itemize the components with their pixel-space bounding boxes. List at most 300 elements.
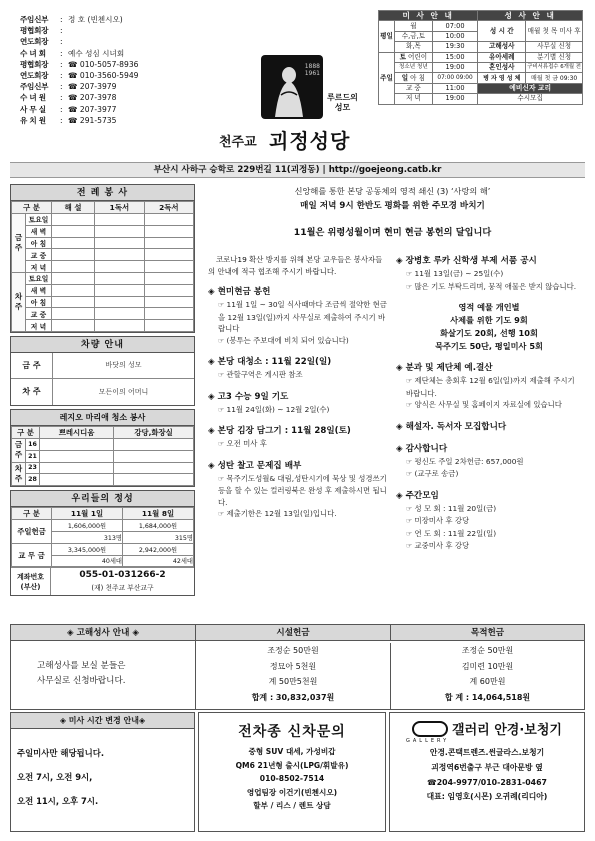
- staff-row: [20, 48, 200, 59]
- liturgy-slot: 아 침: [26, 237, 52, 249]
- legion-side-label: 차주: [12, 462, 26, 486]
- staff-value: 정 호 (빈첸시오): [68, 15, 123, 24]
- facility-title: 시설헌금: [196, 625, 391, 641]
- liturgy-table: [11, 201, 194, 332]
- announcement-item: [208, 459, 388, 521]
- staff-role: 평협회장: [20, 59, 49, 69]
- offering-amount-a: 3,345,000원: [52, 543, 123, 555]
- staff-value: ☎ 207-3977: [68, 104, 117, 114]
- diamond-icon: ◈: [396, 363, 406, 373]
- liturgy-cell: [144, 272, 193, 284]
- offering-count-a: 313명: [52, 531, 123, 543]
- staff-colon: :: [60, 26, 63, 36]
- sac-v-2: 분기별 신청: [526, 52, 583, 62]
- hand-pointer-icon: ☞: [218, 405, 227, 414]
- hand-pointer-icon: ☞: [406, 504, 415, 513]
- offering-col-header: 11월 8일: [123, 508, 194, 520]
- liturgy-slot: 토요일: [26, 214, 52, 226]
- staff-colon: :: [60, 15, 63, 24]
- offering-box: [10, 490, 195, 596]
- mass-change-line: 오전 7시, 오전 9시,: [17, 772, 93, 782]
- staff-role: 주임신부: [20, 82, 49, 92]
- liturgy-cell: [95, 320, 144, 332]
- announcement-title: [208, 424, 388, 438]
- left-column: [10, 184, 195, 596]
- confession-text: 고해성사를 보실 분들은 사무실로 신청바랍니다.: [11, 641, 196, 709]
- hand-pointer-icon: ☞: [218, 510, 227, 518]
- announcement-line-text: 관할구역은 게시판 참조: [226, 370, 303, 379]
- gallery-sub: GALLERY: [406, 738, 450, 744]
- liturgy-cell: [144, 296, 193, 308]
- liturgy-cell: [52, 320, 95, 332]
- hand-pointer-icon: ☞: [406, 529, 415, 538]
- lourdes-label: 루르드의 성모: [327, 93, 358, 112]
- liturgy-cell: [52, 237, 95, 249]
- liturgy-col-header: 구 분: [12, 202, 52, 214]
- liturgy-cell: [95, 237, 144, 249]
- sun-kind-0-text: 아 침: [410, 73, 425, 82]
- sac-k-3: 혼인성사: [478, 62, 526, 72]
- account-label: 계좌번호 (부산): [11, 568, 51, 595]
- wd-time-1: 10:00: [432, 31, 477, 41]
- car-ad-lines: [199, 745, 385, 813]
- announcement-title: [208, 355, 388, 369]
- spiritual-offering-line: 사제를 위한 기도 9회: [450, 315, 528, 325]
- legion-row: [12, 450, 194, 462]
- offering-amount-b: 1,684,000원: [123, 520, 194, 532]
- staff-value: ☎ 291-5735: [68, 115, 117, 125]
- liturgy-col-header: 2독서: [144, 202, 193, 214]
- logo-badge: [261, 55, 323, 119]
- liturgy-side-label: 금주: [12, 214, 26, 273]
- legion-cell: [114, 474, 194, 486]
- liturgy-header-row: [12, 202, 194, 214]
- vehicle-next-week-value: 모든이의 어머니: [98, 387, 149, 396]
- liturgy-cell: [144, 320, 193, 332]
- offering-amount-b: 2,942,000원: [123, 543, 194, 555]
- announcement-line-text: 11월 1일 ~ 30일 식사때마다 조금씩 절약한 현금을 12월 13일(일)까지 사무실로 제출하여 주시기 바랍니다: [218, 300, 387, 333]
- facility-line: 조정순 50만원: [267, 646, 319, 655]
- sunday-label: 주일: [379, 52, 395, 104]
- staff-colon: :: [60, 93, 63, 103]
- staff-role: 주임신부: [20, 15, 49, 24]
- offering-kind: 주일헌금: [12, 520, 52, 544]
- liturgy-row: [12, 284, 194, 296]
- church-label: 천주교: [219, 135, 257, 150]
- hand-pointer-icon: ☞: [406, 542, 415, 550]
- hand-pointer-icon: ☞: [406, 282, 415, 291]
- staff-role: 수 녀 원: [20, 93, 46, 103]
- sac-k-2: 유아세례: [478, 52, 526, 62]
- facility-lines: [196, 643, 391, 709]
- staff-row: [20, 70, 200, 81]
- vehicle-next-week-label: 차 주: [11, 379, 53, 405]
- sat-label: 토: [399, 52, 407, 61]
- purpose-line: 합 계 : 14,064,518원: [444, 692, 531, 702]
- staff-colon: :: [60, 115, 63, 125]
- legion-header-row: [12, 426, 194, 438]
- liturgy-cell: [52, 284, 95, 296]
- announcement-line-text: 교중미사 후 강당: [414, 541, 470, 550]
- hand-pointer-icon: ☞: [406, 377, 415, 385]
- announcement-line-text: 평신도 주일 2차헌금: 657,000원: [414, 456, 524, 466]
- legion-cell: [40, 438, 114, 450]
- offering-row: [12, 543, 194, 555]
- announcements: [200, 184, 585, 628]
- hand-pointer-icon: ☞: [406, 517, 415, 525]
- car-ad-title: 전차종 신차문의: [238, 724, 346, 740]
- offering-count-b: 315명: [123, 531, 194, 543]
- purpose-lines: [391, 643, 584, 705]
- legion-cell: [40, 450, 114, 462]
- announcement-item: [396, 420, 582, 434]
- sat-time-0: 15:00: [432, 52, 477, 62]
- liturgy-col-header: 해 설: [52, 202, 95, 214]
- sun-time-2: 19:00: [432, 94, 477, 104]
- offering-amount-a: 1,606,000원: [52, 520, 123, 532]
- announcement-line-text: 양식은 사무실 및 홈페이지 자료실에 있습니다: [414, 400, 562, 409]
- staff-row: [20, 36, 200, 47]
- gallery-line: 대표: 임영호(시몬) 오귀례(리디아): [426, 792, 548, 802]
- liturgy-cell: [144, 284, 193, 296]
- parish-name: 괴정성당: [269, 129, 351, 153]
- announcement-line: [208, 369, 388, 382]
- mass-header: 미 사 안 내: [379, 11, 478, 21]
- liturgy-cell: [144, 237, 193, 249]
- announcement-line: [208, 438, 388, 451]
- offering-kind: 교 무 금: [12, 543, 52, 567]
- logo-badge-years: 1888 1961: [304, 63, 320, 77]
- liturgy-cell: [52, 261, 95, 273]
- intro-line-1: 신앙해를 통한 본당 공동체의 영적 쇄신 (3) ‘사랑의 해’: [294, 186, 491, 196]
- catechism-value: 수시모집: [478, 94, 583, 104]
- announcement-title-text: 주간모임: [405, 490, 439, 501]
- liturgy-slot: 아 침: [26, 296, 52, 308]
- announcement-item: [396, 301, 582, 353]
- wd-time-2: 19:30: [432, 42, 477, 52]
- hand-pointer-icon: ☞: [218, 474, 227, 483]
- liturgy-row: [12, 225, 194, 237]
- announcement-line: [396, 503, 582, 516]
- announcement-line-text: 많은 기도 부탁드리며, 뭉적 애물은 받지 않습니다.: [414, 281, 577, 291]
- liturgy-cell: [95, 225, 144, 237]
- catechism-label: 예비신자 교리: [478, 83, 583, 93]
- diamond-icon: ◈: [396, 443, 406, 454]
- sun-time-0: 07:00 09:00: [432, 73, 477, 83]
- liturgy-cell: [95, 214, 144, 226]
- staff-value: ☎ 207-3979: [68, 82, 117, 92]
- legion-box: [10, 409, 195, 487]
- gallery-header: [390, 719, 584, 738]
- announcement-line-text: 11월 13일(금) ~ 25일(수): [414, 269, 504, 278]
- vehicle-next-week: [11, 379, 194, 405]
- liturgy-cell: [95, 249, 144, 261]
- offering-count-a: 40세대: [52, 555, 123, 567]
- purpose-line: 조정순 50만원: [461, 646, 514, 655]
- liturgy-row: [12, 320, 194, 332]
- announcement-title: [396, 254, 582, 268]
- liturgy-row: [12, 214, 194, 226]
- gallery-ad: [389, 712, 585, 832]
- staff-row: [20, 25, 200, 36]
- legion-col-header: 구 분: [12, 426, 40, 438]
- car-ad: [198, 712, 386, 832]
- liturgy-row: [12, 308, 194, 320]
- staff-colon: :: [60, 37, 63, 47]
- announcement-line-text: 11월 24일(화) ~ 12월 2일(수): [226, 404, 330, 414]
- staff-colon: :: [60, 59, 63, 69]
- offering-table: [11, 507, 194, 567]
- mass-change-line: 오전 11시, 오후 7시.: [17, 796, 99, 806]
- staff-value: 예수 성심 시녀회: [68, 48, 125, 58]
- liturgy-slot: 토요일: [26, 272, 52, 284]
- staff-directory: [20, 14, 200, 126]
- offering-col-header: 11월 1일: [52, 508, 123, 520]
- announcement-title-text: 고3 수능 9일 기도: [217, 391, 289, 402]
- legion-cell: 28: [26, 474, 40, 486]
- announcement-line: [208, 299, 388, 335]
- announcement-item: [208, 390, 388, 417]
- announcement-item: [396, 361, 582, 412]
- announcement-title-text: 분과 및 제단체 예.결산: [405, 363, 493, 373]
- announcement-line: [396, 515, 582, 528]
- announcements-right: [396, 254, 582, 561]
- announcement-line-text: 성 모 회 : 11월 20일(금): [414, 503, 497, 513]
- staff-role: 유 치 원: [20, 115, 46, 125]
- liturgy-row: [12, 237, 194, 249]
- sac-v-4: 매월 첫 금 09:30: [526, 73, 583, 83]
- legion-cell: [114, 462, 194, 474]
- diamond-icon: ◈: [396, 256, 406, 266]
- liturgy-cell: [144, 261, 193, 273]
- liturgy-cell: [52, 296, 95, 308]
- staff-value: ☎ 207-3978: [68, 93, 117, 103]
- sac-k-4: 병 자 영 성 체: [478, 73, 526, 83]
- announcement-item: [208, 424, 388, 451]
- legion-col-header: 쁘레시디움: [40, 426, 114, 438]
- mass-change-box: [10, 712, 195, 832]
- sac-k-0: 성 시 간: [478, 21, 526, 42]
- liturgy-slot: 교 중: [26, 249, 52, 261]
- announcement-title: [396, 361, 582, 375]
- staff-role: 연도회장: [20, 71, 49, 81]
- announcement-line: [396, 540, 582, 553]
- staff-role: 평협회장: [20, 26, 49, 36]
- announcement-item: [208, 285, 388, 347]
- announcement-title-text: 해설자. 독서자 모집합니다: [405, 421, 507, 432]
- diamond-icon: ◈: [208, 460, 218, 471]
- sun-kind-0: [395, 73, 433, 83]
- announcement-title-text: 감사합니다: [405, 443, 448, 454]
- diamond-icon: ◈: [208, 287, 218, 297]
- ads-row: [10, 712, 585, 832]
- facility-line: 정묘아 5천원: [269, 661, 317, 671]
- sat-time-1: 19:00: [432, 62, 477, 72]
- announcement-title-text: 본당 대청소 : 11월 22일(일): [217, 357, 332, 367]
- liturgy-row: [12, 272, 194, 284]
- gallery-title: 갤러리 안경·보청기: [452, 723, 562, 738]
- announcement-line: [396, 528, 582, 541]
- announcement-title: [208, 390, 388, 404]
- staff-role: 연도회장: [20, 37, 49, 47]
- liturgy-cell: [144, 214, 193, 226]
- announcement-line: [396, 456, 582, 469]
- announcement-line: [208, 473, 388, 509]
- diamond-icon: ◈: [208, 357, 218, 367]
- announcement-item: [208, 355, 388, 382]
- announcement-line: [396, 268, 582, 281]
- legion-title: 레지오 마리애 청소 봉사: [11, 410, 194, 426]
- announcement-title: [208, 285, 388, 299]
- announcement-item: [396, 254, 582, 293]
- announcement-line-text: 오전 미사 후: [226, 439, 267, 448]
- gallery-line: 괴정역6번출구 부근 대아문방 옆: [431, 762, 543, 772]
- announcement-line-text: (교구로 송금): [414, 469, 459, 478]
- announcement-item: [396, 442, 582, 481]
- sun-time-1: 11:00: [432, 83, 477, 93]
- liturgy-side-label: 차주: [12, 272, 26, 331]
- liturgy-cell: [95, 261, 144, 273]
- offering-count-b: 42세대: [123, 555, 194, 567]
- announcement-line: [208, 508, 388, 521]
- facility-line: 계 50만5천원: [268, 677, 318, 686]
- vehicle-this-week-label: 금 주: [11, 353, 53, 378]
- staff-colon: :: [60, 82, 63, 92]
- diamond-icon: ◈: [208, 391, 218, 402]
- offering-title: 우리들의 정성: [11, 491, 194, 507]
- announcement-line-text: 연 도 회 : 11월 22일(일): [414, 528, 497, 538]
- legion-col-header: 강당,화장실: [114, 426, 194, 438]
- sac-k-1: 고해성사: [478, 42, 526, 52]
- staff-role: 수 녀 회: [20, 48, 46, 58]
- announcement-line: [396, 399, 582, 412]
- offering-bottom: [10, 624, 585, 710]
- announcement-title: [396, 442, 582, 456]
- car-ad-line: 할부 / 리스 / 렌트 상담: [253, 801, 331, 811]
- liturgy-cell: [144, 308, 193, 320]
- confession-title: ◈ 고해성사 안내 ◈: [11, 625, 196, 641]
- staff-role: 사 무 실: [20, 104, 46, 114]
- offering-col-header: 구 분: [12, 508, 52, 520]
- hand-pointer-icon: ☞: [218, 301, 227, 309]
- account-number: 055-01-031266-2: [79, 570, 166, 581]
- sun-kind-2: 저 녁: [395, 94, 433, 104]
- staff-row: [20, 104, 200, 115]
- liturgy-cell: [52, 308, 95, 320]
- mass-schedule-table: [378, 10, 583, 105]
- vehicle-this-week-value: 바닷의 성모: [105, 361, 142, 370]
- hand-pointer-icon: ☞: [218, 336, 227, 345]
- mass-change-lines: [11, 729, 194, 813]
- legion-row: [12, 474, 194, 486]
- announcement-line-text: (봉투는 주보대에 비치 되어 있습니다): [226, 335, 349, 345]
- wd-label-2: 화,목: [395, 42, 433, 52]
- liturgy-cell: [52, 225, 95, 237]
- liturgy-slot: 새 벽: [26, 225, 52, 237]
- announcement-line-text: 미장미사 후 강당: [414, 516, 470, 525]
- wd-label-1: 수,금,토: [395, 31, 433, 41]
- announcement-item: [208, 254, 388, 277]
- announcement-title: [396, 489, 582, 503]
- facility-line: 합계 : 30,832,037원: [251, 692, 335, 702]
- staff-row: [20, 92, 200, 103]
- liturgy-cell: [95, 272, 144, 284]
- liturgy-row: [12, 261, 194, 273]
- purpose-line: 계 60만원: [469, 677, 506, 686]
- sun-kind-1: 교 중: [395, 83, 433, 93]
- liturgy-slot: 새 벽: [26, 284, 52, 296]
- liturgy-row: [12, 296, 194, 308]
- liturgy-cell: [52, 249, 95, 261]
- legion-row: [12, 438, 194, 450]
- announcement-line-text: 제출기한은 12월 13일(일)입니다.: [226, 509, 337, 518]
- liturgy-cell: [52, 214, 95, 226]
- staff-colon: :: [60, 71, 63, 81]
- car-ad-line: 010-8502-7514: [259, 774, 325, 784]
- diamond-icon: ◈: [208, 426, 218, 436]
- diamond-icon: ◈: [396, 490, 406, 501]
- announcement-line: [396, 375, 582, 399]
- staff-value: ☎ 010-3560-5949: [68, 71, 139, 81]
- announcement-line: [396, 281, 582, 294]
- hand-pointer-icon: ☞: [218, 371, 227, 379]
- hand-pointer-icon: ☞: [406, 470, 415, 478]
- announcement-title-text: 본당 김장 담그기 : 11월 28일(토): [217, 426, 351, 436]
- wd-time-0: 07:00: [432, 21, 477, 31]
- announcement-title: [208, 459, 388, 473]
- account-row: [11, 567, 194, 595]
- announcement-line: [208, 404, 388, 417]
- sacrament-header: 성 사 안 내: [478, 11, 583, 21]
- liturgy-box: [10, 184, 195, 333]
- weekday-label: 평일: [379, 21, 395, 52]
- sun-label: 일: [401, 73, 409, 82]
- account-info: [51, 568, 194, 595]
- liturgy-cell: [144, 249, 193, 261]
- hand-pointer-icon: ☞: [406, 457, 415, 466]
- legion-table: [11, 426, 194, 486]
- spiritual-offering-line: 묵주기도 50단, 평일미사 5회: [435, 341, 543, 351]
- announcements-left: [208, 254, 388, 529]
- announcement-title-text: 현미현금 봉헌: [217, 287, 271, 297]
- legion-cell: 23: [26, 462, 40, 474]
- announcement-line-text: 목주기도성월& 대림,성탄시기에 묵상 및 성경쓰기등을 할 수 있는 컬러링북은 완성 후 제출하시면 됩니다.: [218, 473, 387, 507]
- legion-cell: [40, 462, 114, 474]
- hand-pointer-icon: ☞: [406, 270, 415, 278]
- gallery-lines: [390, 746, 584, 805]
- offering-row: [12, 520, 194, 532]
- spiritual-offering-line: 화살기도 20회, 선행 10회: [440, 328, 538, 338]
- legion-cell: [40, 474, 114, 486]
- car-ad-line: 영업팀장 이건기(빈첸시오): [246, 787, 338, 797]
- liturgy-cell: [95, 284, 144, 296]
- legion-row: [12, 462, 194, 474]
- spiritual-offering-line: 영적 예물 개인별: [458, 302, 520, 312]
- sat-label-0: [395, 52, 433, 62]
- legion-cell: 21: [26, 450, 40, 462]
- legion-cell: 16: [26, 438, 40, 450]
- announcement-line: [208, 335, 388, 348]
- announcement-line-text: 제단체는 총회후 12월 6일(일)까지 제출해 주시기 바랍니다.: [406, 376, 575, 398]
- purpose-title: 목적헌금: [391, 625, 584, 641]
- hand-pointer-icon: ☞: [218, 440, 227, 448]
- vehicle-box: [10, 336, 195, 406]
- announcement-item: [396, 489, 582, 553]
- gallery-line: 안경.콘택트렌즈.썬글라스.보청기: [429, 748, 545, 757]
- announcement-title: [396, 420, 582, 434]
- purpose-line: 김미련 10만원: [461, 661, 514, 671]
- liturgy-slot: 교 중: [26, 308, 52, 320]
